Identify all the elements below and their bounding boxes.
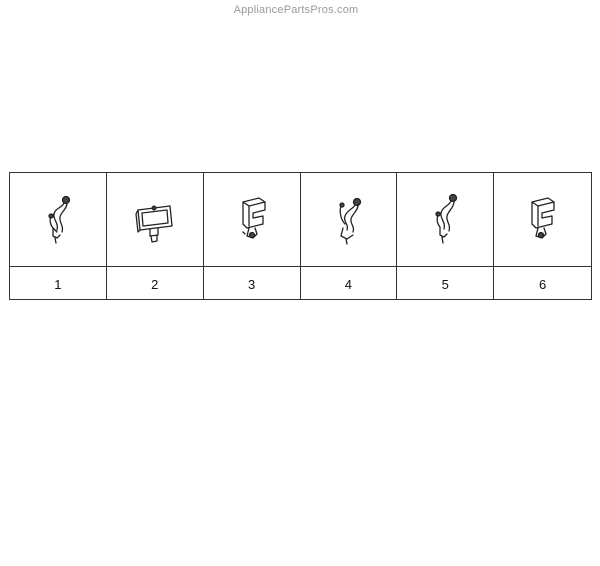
rectangular-clip-icon bbox=[130, 190, 180, 250]
part-image-cell bbox=[301, 173, 398, 267]
c-clip-icon bbox=[518, 190, 568, 250]
wire-clamp-hook-icon bbox=[33, 190, 83, 250]
part-image-cell bbox=[204, 173, 301, 267]
part-image-cell bbox=[10, 173, 107, 267]
part-number-1: 1 bbox=[10, 267, 107, 299]
watermark: AppliancePartsPros.com bbox=[233, 4, 359, 16]
part-number-6: 6 bbox=[538, 276, 547, 292]
part-number-4: 4 bbox=[301, 267, 398, 299]
parts-table bbox=[9, 172, 592, 300]
part-number-5: 5 bbox=[397, 267, 494, 299]
part-image-cell bbox=[107, 173, 204, 267]
wire-clamp-hook-icon bbox=[323, 190, 373, 250]
c-clip-icon bbox=[227, 190, 277, 250]
wire-clamp-hook-icon bbox=[420, 190, 470, 250]
part-number-2: 2 bbox=[107, 267, 204, 299]
part-number-3: 3 bbox=[204, 267, 301, 299]
part-image-cell bbox=[494, 173, 591, 267]
part-image-cell bbox=[397, 173, 494, 267]
